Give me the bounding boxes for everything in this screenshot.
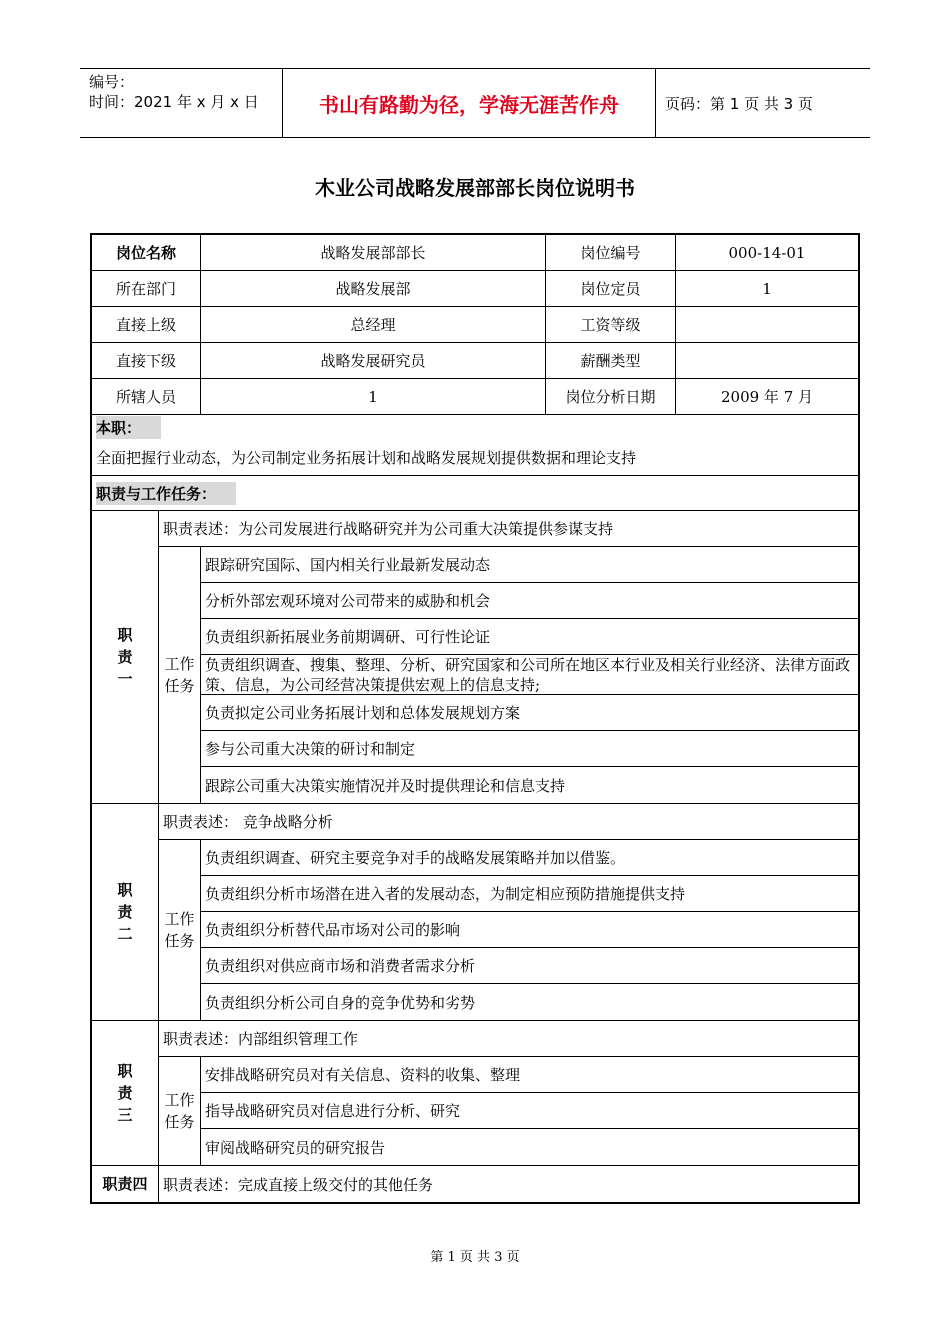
- document-title: 木业公司战略发展部部长岗位说明书: [315, 176, 635, 200]
- info-row: [92, 379, 858, 415]
- info-value: 1: [201, 379, 546, 414]
- info-row: [92, 307, 858, 343]
- duty-block: [92, 1021, 858, 1166]
- info-label: 岗位名称: [92, 235, 201, 270]
- duties-heading-row: [92, 476, 858, 511]
- task-item: 指导战略研究员对信息进行分析、研究: [201, 1093, 858, 1129]
- duty-block: [92, 511, 858, 804]
- main-duty-text: 全面把握行业动态，为公司制定业务拓展计划和战略发展规划提供数据和理论支持: [96, 448, 637, 467]
- info-label: 薪酬类型: [546, 343, 676, 378]
- duty-description: 职责表述： 竞争战略分析: [159, 804, 858, 840]
- task-item: 安排战略研究员对有关信息、资料的收集、整理: [201, 1057, 858, 1093]
- task-item: 参与公司重大决策的研讨和制定: [201, 731, 858, 767]
- duty-block: [92, 1166, 858, 1202]
- task-item: 审阅战略研究员的研究报告: [205, 1138, 386, 1157]
- duty-block: [92, 804, 858, 1021]
- info-section: [92, 235, 858, 415]
- info-value: 1: [762, 279, 772, 298]
- duties-section: [92, 511, 858, 1202]
- task-item: 跟踪研究国际、国内相关行业最新发展动态: [201, 547, 858, 583]
- info-label: 所在部门: [92, 271, 201, 306]
- motto: 书山有路勤为径，学海无涯苦作舟: [282, 69, 656, 137]
- page-footer: 第 1 页 共 3 页: [430, 1250, 520, 1265]
- task-item: 分析外部宏观环境对公司带来的威胁和机会: [201, 583, 858, 619]
- task-label: 工作 任务: [159, 840, 201, 1020]
- duty-description: 职责表述：完成直接上级交付的其他任务: [163, 1175, 434, 1194]
- task-item: 跟踪公司重大决策实施情况并及时提供理论和信息支持: [205, 776, 566, 795]
- duty-label: 职 责 一: [92, 511, 159, 803]
- info-label: 直接上级: [92, 307, 201, 342]
- task-item: 负责组织分析替代品市场对公司的影响: [201, 912, 858, 948]
- info-label: 直接下级: [92, 343, 201, 378]
- info-label: 岗位定员: [546, 271, 676, 306]
- info-row: [92, 271, 858, 307]
- job-description-table: [90, 233, 860, 1204]
- task-label: 工作 任务: [159, 1057, 201, 1165]
- duty-label: 职 责 二: [92, 804, 159, 1020]
- duty-description: 职责表述：内部组织管理工作: [159, 1021, 858, 1057]
- info-value: 战略发展研究员: [201, 343, 546, 378]
- info-label: 岗位编号: [546, 235, 676, 270]
- info-label: 岗位分析日期: [546, 379, 676, 414]
- duty-label: 职责四: [92, 1166, 159, 1202]
- task-item: 负责拟定公司业务拓展计划和总体发展规划方案: [201, 695, 858, 731]
- task-item: 负责组织调查、研究主要竞争对手的战略发展策略并加以借鉴。: [201, 840, 858, 876]
- info-value: 000-14-01: [728, 243, 806, 262]
- page-info: 页码：第 1 页 共 3 页: [665, 94, 813, 113]
- info-row: [92, 235, 858, 271]
- task-item: 负责组织调查、搜集、整理、分析、研究国家和公司所在地区本行业及相关行业经济、法律方面政策、信息，为公司经营决策提供宏观上的信息支持;: [201, 655, 858, 695]
- page-header: [80, 68, 870, 138]
- task-item: 负责组织分析市场潜在进入者的发展动态，为制定相应预防措施提供支持: [201, 876, 858, 912]
- info-value: 战略发展部: [201, 271, 546, 306]
- info-value: [676, 307, 858, 342]
- duties-heading: 职责与工作任务：: [96, 482, 236, 505]
- main-duty-section: [92, 415, 858, 476]
- info-row: [92, 343, 858, 379]
- info-value: 总经理: [201, 307, 546, 342]
- main-duty-heading: 本职：: [96, 416, 161, 439]
- info-value: 2009 年 7 月: [720, 388, 814, 406]
- info-label: 所辖人员: [92, 379, 201, 414]
- info-value: 战略发展部部长: [201, 235, 546, 270]
- duty-label: 职 责 三: [92, 1021, 159, 1165]
- info-value: [676, 343, 858, 378]
- header-left: [80, 69, 282, 137]
- duty-description: 职责表述：为公司发展进行战略研究并为公司重大决策提供参谋支持: [159, 511, 858, 547]
- task-item: 负责组织分析公司自身的竞争优势和劣势: [205, 993, 476, 1012]
- time-label: 时间：2021 年 x 月 x 日: [89, 93, 259, 111]
- task-label: 工作 任务: [159, 547, 201, 803]
- task-item: 负责组织对供应商市场和消费者需求分析: [201, 948, 858, 984]
- task-item: 负责组织新拓展业务前期调研、可行性论证: [201, 619, 858, 655]
- info-label: 工资等级: [546, 307, 676, 342]
- number-label: 编号：: [89, 73, 135, 91]
